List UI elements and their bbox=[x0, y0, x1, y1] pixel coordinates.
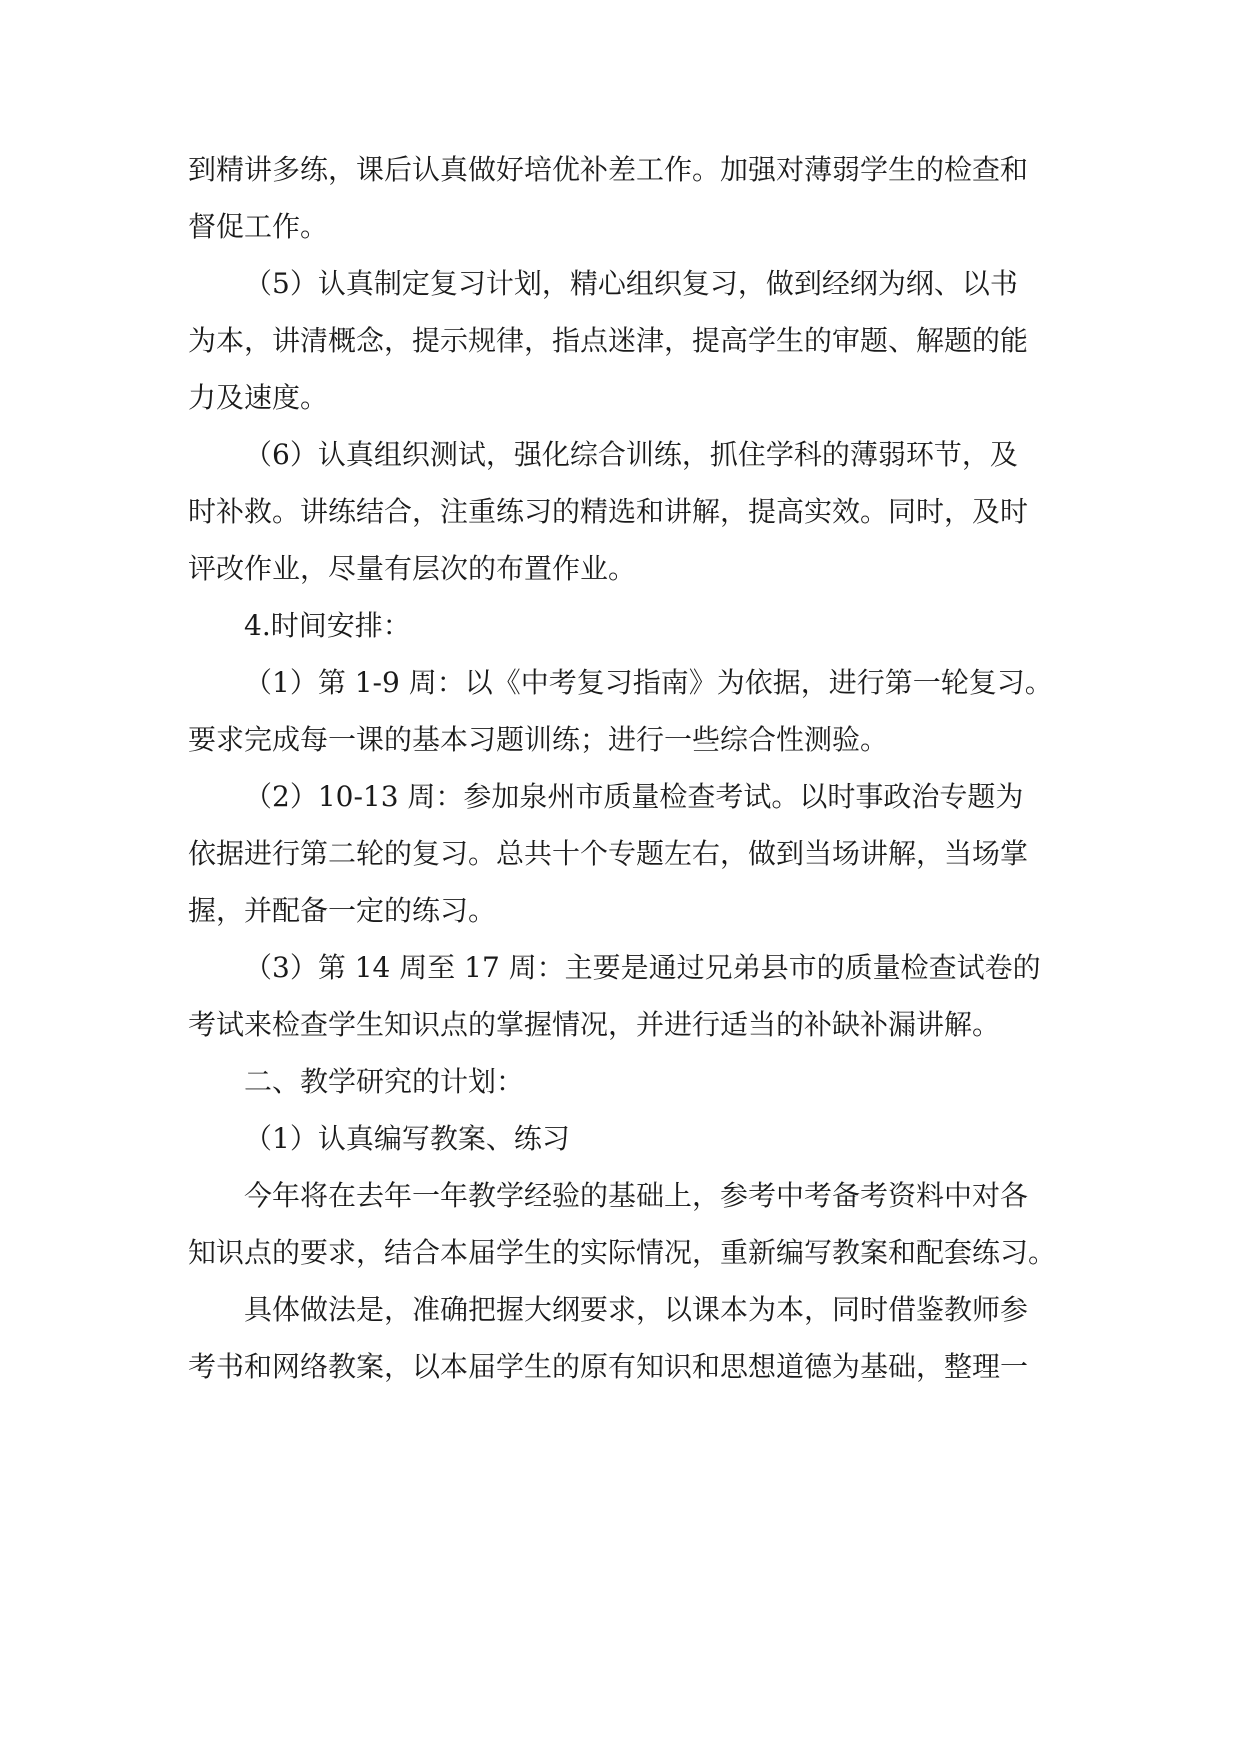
research-paragraph-2-line-2: 考书和网络教案，以本届学生的原有知识和思想道德为基础，整理一 bbox=[188, 1350, 1029, 1383]
schedule-item-1-line-1: （1）第 1-9 周：以《中考复习指南》为依据，进行第一轮复习。 bbox=[244, 666, 1053, 699]
schedule-item-2-line-1: （2）10-13 周：参加泉州市质量检查考试。以时事政治专题为 bbox=[244, 780, 1024, 813]
research-item-1-heading: （1）认真编写教案、练习 bbox=[244, 1122, 570, 1155]
research-paragraph-1-line-2: 知识点的要求，结合本届学生的实际情况，重新编写教案和配套练习。 bbox=[188, 1236, 1057, 1269]
research-paragraph-1-line-1: 今年将在去年一年教学经验的基础上，参考中考备考资料中对各 bbox=[244, 1179, 1029, 1212]
section-heading-research-plan: 二、教学研究的计划： bbox=[244, 1065, 525, 1098]
research-paragraph-2-line-1: 具体做法是，准确把握大纲要求，以课本为本，同时借鉴教师参 bbox=[244, 1293, 1029, 1326]
paragraph-item-5-line-1: （5）认真制定复习计划，精心组织复习，做到经纲为纲、以书 bbox=[244, 267, 1018, 300]
section-heading-schedule: 4.时间安排： bbox=[244, 609, 411, 642]
schedule-item-1-line-2: 要求完成每一课的基本习题训练；进行一些综合性测验。 bbox=[188, 723, 889, 756]
paragraph-item-6-line-2: 时补救。讲练结合，注重练习的精选和讲解，提高实效。同时，及时 bbox=[188, 495, 1029, 528]
paragraph-item-6-line-3: 评改作业，尽量有层次的布置作业。 bbox=[188, 552, 637, 585]
schedule-item-3-line-1: （3）第 14 周至 17 周：主要是通过兄弟县市的质量检查试卷的 bbox=[244, 951, 1041, 984]
schedule-item-2-line-2: 依据进行第二轮的复习。总共十个专题左右，做到当场讲解，当场掌 bbox=[188, 837, 1029, 870]
paragraph-item-5-line-2: 为本，讲清概念，提示规律，指点迷津，提高学生的审题、解题的能 bbox=[188, 324, 1029, 357]
schedule-item-2-line-3: 握，并配备一定的练习。 bbox=[188, 894, 497, 927]
paragraph-item-5-line-3: 力及速度。 bbox=[188, 381, 329, 414]
paragraph-item-6-line-1: （6）认真组织测试，强化综合训练，抓住学科的薄弱环节，及 bbox=[244, 438, 1018, 471]
text-line-1: 到精讲多练，课后认真做好培优补差工作。加强对薄弱学生的检查和 bbox=[188, 153, 1029, 186]
schedule-item-3-line-2: 考试来检查学生知识点的掌握情况，并进行适当的补缺补漏讲解。 bbox=[188, 1008, 1001, 1041]
text-line-2: 督促工作。 bbox=[188, 210, 329, 243]
